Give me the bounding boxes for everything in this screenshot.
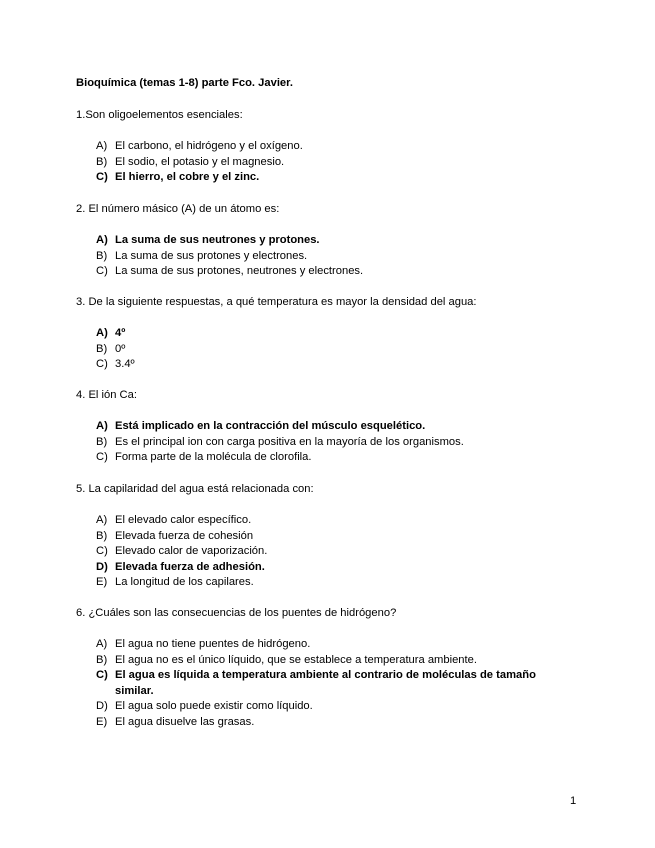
question-6-option-e: E) El agua disuelve las grasas. xyxy=(96,715,255,728)
question-4-option-a: A) Está implicado en la contracción del músculo esquelético. xyxy=(96,420,426,432)
question-5-option-d: D) Elevada fuerza de adhesión. xyxy=(96,560,265,573)
question-4-text: 4. El ión Ca: xyxy=(76,389,137,401)
question-6-option-d: D) El agua solo puede existir como líquido. xyxy=(96,700,313,713)
question-4-options xyxy=(96,419,566,466)
question-3-option-a: A) 4º xyxy=(96,327,126,339)
question-1-option-c: C) El hierro, el cobre y el zinc. xyxy=(96,171,260,184)
question-2-option-c: C) La suma de sus protones, neutrones y electrones. xyxy=(96,265,364,278)
question-1-text: 1.Son oligoelementos esenciales: xyxy=(76,109,243,121)
question-5-options xyxy=(96,513,566,591)
document-title: Bioquímica (temas 1-8) parte Fco. Javier. xyxy=(76,77,293,89)
question-1-options xyxy=(96,139,566,186)
question-5-option-a: A) El elevado calor específico. xyxy=(96,514,252,526)
question-3-text: 3. De la siguiente respuestas, a qué temperatura es mayor la densidad del agua: xyxy=(76,296,477,308)
question-4-option-c: C) Forma parte de la molécula de clorofila. xyxy=(96,451,312,464)
question-1-option-b: B) El sodio, el potasio y el magnesio. xyxy=(96,155,285,168)
page-number: 1 xyxy=(570,795,577,807)
question-6-text: 6. ¿Cuáles son las consecuencias de los puentes de hidrógeno? xyxy=(76,607,397,619)
question-6-option-a: A) El agua no tiene puentes de hidrógeno. xyxy=(96,638,311,650)
question-6-option-c: C) El agua es líquida a temperatura ambiente al contrario de moléculas de tamaño similar. xyxy=(96,669,536,697)
question-5-option-e: E) La longitud de los capilares. xyxy=(96,576,254,589)
question-6-option-b: B) El agua no es el único líquido, que se establece a temperatura ambiente. xyxy=(96,653,477,666)
question-5-option-b: B) Elevada fuerza de cohesión xyxy=(96,529,254,542)
question-2-option-b: B) La suma de sus protones y electrones. xyxy=(96,249,308,262)
question-4-option-b: B) Es el principal ion con carga positiva en la mayoría de los organismos. xyxy=(96,435,464,448)
question-1-option-a: A) El carbono, el hidrógeno y el oxígeno. xyxy=(96,140,303,152)
question-5-text: 5. La capilaridad del agua está relacionada con: xyxy=(76,483,314,495)
question-2-options xyxy=(96,233,566,280)
question-2-option-a: A) La suma de sus neutrones y protones. xyxy=(96,234,320,246)
question-5-option-c: C) Elevado calor de vaporización. xyxy=(96,545,268,558)
question-3-option-c: C) 3.4º xyxy=(96,358,135,371)
question-3-option-b: B) 0º xyxy=(96,342,126,355)
question-3-options xyxy=(96,326,566,373)
question-6-options xyxy=(96,637,566,731)
question-2-text: 2. El número másico (A) de un átomo es: xyxy=(76,203,280,215)
